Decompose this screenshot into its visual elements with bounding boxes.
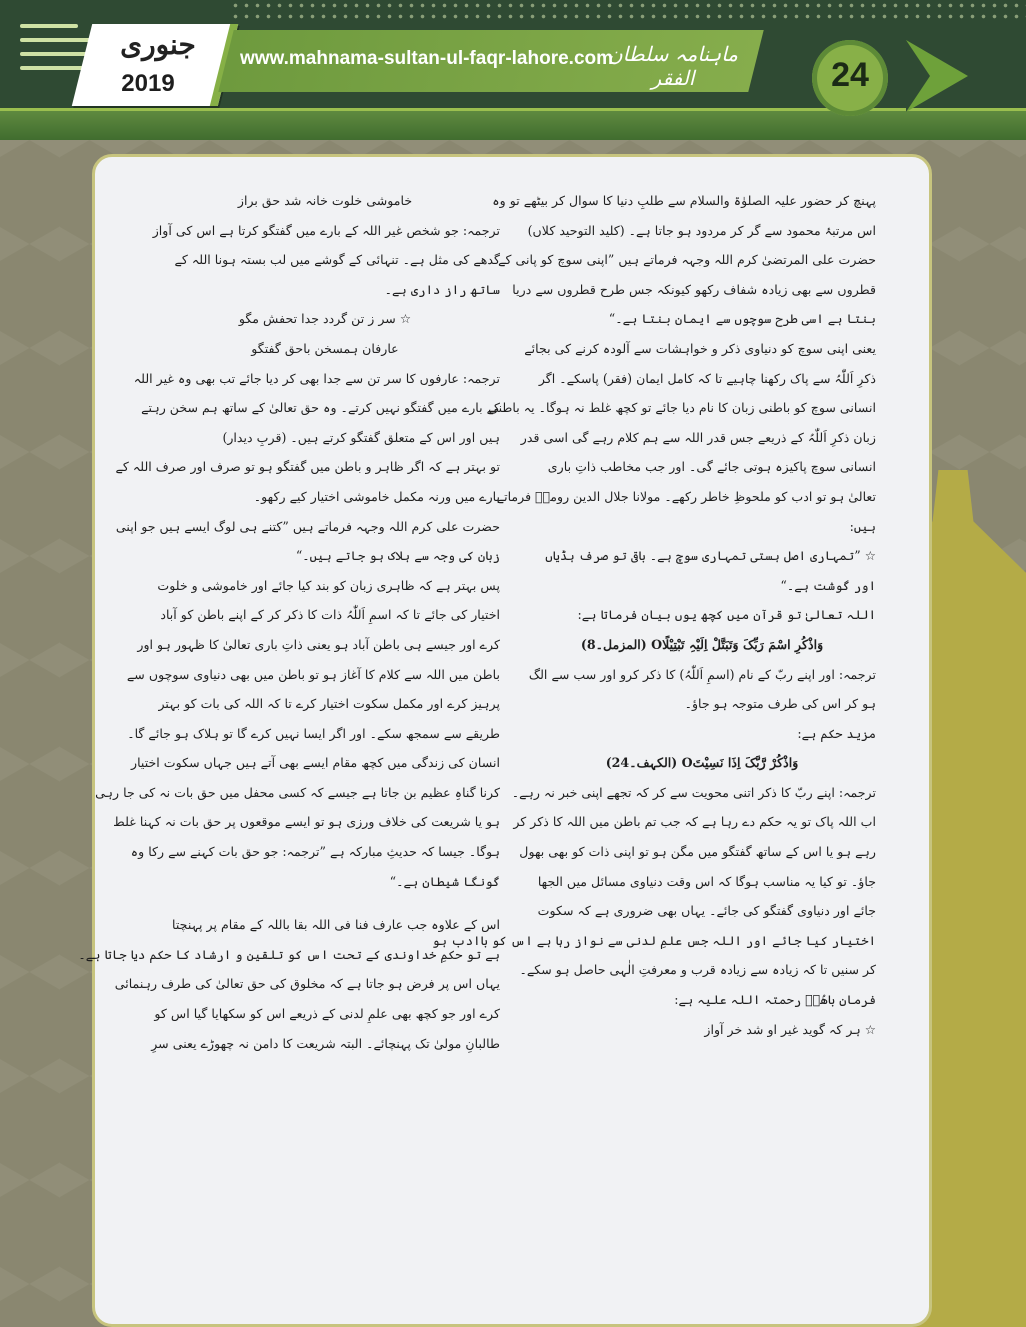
magazine-logo: ماہنامہ سلطان الفقر: [607, 42, 738, 90]
website-url[interactable]: www.mahnama-sultan-ul-faqr-lahore.com: [240, 48, 614, 69]
text-line: حضرت علی کرم اللہ وجہہ فرماتے ہیں ”کتنے ہی لوگ ایسے ہیں جو اپنی: [115, 518, 500, 534]
text-line: یہاں اس پر فرض ہو جاتا ہے کہ مخلوق کی حق تعالیٰ کی طرف رہنمائی: [114, 976, 500, 992]
header-band: [0, 108, 1026, 143]
text-line: اللہ تعالیٰ تو قرآن میں کچھ یوں بیان فرماتا ہے:: [577, 607, 876, 623]
text-line: انسانی سوچ کو باطنی زبان کا نام دیا جائے تو کچھ غلط نہ ہوگا۔ یہ باطنی: [488, 400, 876, 416]
text-line: گدھے کی مثل ہے۔ تنہائی کے گوشے میں لب بستہ ہونا اللہ کے: [174, 252, 500, 268]
text-line: اختیار کیا جائے اور اللہ جس علمِ لدنی سے نواز رہا ہے اس کو باادب ہو: [432, 932, 876, 948]
text-line: جاؤ۔ تو کیا یہ مناسب ہوگا کہ اس وقت دنیاوی مسائل میں الجھا: [537, 873, 876, 889]
text-line: انسان کی زندگی میں کچھ مقام ایسے بھی آتے ہیں جہاں سکوت اختیار: [130, 755, 500, 771]
text-line: ترجمہ: اپنے ربّ کا ذکر اتنی محویت سے کر کہ تجھے اپنی خبر نہ رہے۔: [511, 784, 876, 800]
text-line: پرہیز کرے اور مکمل سکوت اختیار کرے تا کہ اللہ کی بات کو بہتر: [158, 696, 500, 712]
text-line: انسانی سوچ پاکیزہ ہوتی جائے گی۔ اور جب مخاطب ذاتِ باری: [547, 459, 876, 475]
poetry-line: ☆ ہر کہ گوید غیر او شد خر آواز: [704, 1021, 876, 1037]
text-line: کر سنیں تا کہ زیادہ سے زیادہ قرب و معرفتِ الٰہی حاصل ہو سکے۔: [519, 962, 876, 978]
text-line: ہوگا۔ جیسا کہ حدیثِ مبارکہ ہے ”ترجمہ: جو حق بات کہنے سے رکا وہ: [130, 844, 500, 860]
header-dot-pattern: [230, 0, 1026, 22]
text-line: پس بہتر ہے کہ ظاہری زبان کو بند کیا جائے اور خاموشی و خلوت: [157, 577, 500, 593]
text-line: بارے میں ورنہ مکمل خاموشی اختیار کیے رکھو۔: [253, 488, 500, 504]
left-column: [78, 186, 500, 1058]
poetry-line: خاموشی خلوت خانہ شد حق براز: [237, 193, 413, 208]
text-line: زبان کی وجہ سے ہلاک ہو جاتے ہیں۔“: [295, 548, 500, 564]
page-header: [0, 0, 1026, 140]
text-line: ذکرِ اَللّٰہُ سے پاک رکھنا چاہیے تا کہ کامل ایمان (فقر) پاسکے۔ اگر: [538, 370, 876, 386]
text-line: ہو کر اس کی طرف متوجہ ہو جاؤ۔: [684, 696, 876, 712]
text-line: رہے ہو یا اس کے ساتھ گفتگو میں مگن ہو تو اپنی ذات کو بھی بھول: [519, 844, 876, 860]
text-line: گونگا شیطان ہے۔“: [389, 873, 500, 889]
quran-verse: وَاذْکُرِ اسْمَ رَبِّکَ وَتَبَتَّلْ اِلَیْہِ تَبْتِیْلًاO (المزمل۔8): [580, 636, 824, 652]
quote-line: اور گوشت ہے۔“: [780, 577, 876, 593]
text-line: فرمانِ باھُوؒ رحمتہ اللہ علیہ ہے:: [674, 992, 876, 1008]
text-line: اس مرتبۂ محمود سے گر کر مردود ہو جاتا ہے۔ (کلید التوحید کلاں): [527, 222, 876, 238]
text-line: طالبانِ مولیٰ تک پہنچائے۔ البتہ شریعت کا دامن نہ چھوڑے یعنی سرِ: [151, 1035, 500, 1051]
text-line: کرے اور جیسے ہی باطن آباد ہو یعنی ذاتِ باری تعالیٰ کا ظہور ہو اور: [137, 636, 500, 652]
text-line: ترجمہ: عارفوں کا سر تن سے جدا بھی کر دیا جائے تب بھی وہ غیر اللہ: [133, 370, 500, 386]
text-line: کرے اور جو کچھ بھی علمِ لدنی کے ذریعے اس کو سکھایا گیا اس کو: [154, 1006, 500, 1022]
text-line: تو بہتر ہے کہ اگر ظاہر و باطن میں گفتگو ہو تو صرف اور صرف اللہ کے: [115, 459, 500, 475]
poetry-line: ☆ سر ز تن گردد جدا تحفش مگو: [238, 311, 412, 327]
text-line: قطروں سے بھی زیادہ شفاف رکھو کیونکہ جس طرح قطروں سے دریا: [512, 281, 876, 297]
text-line: کے بارے میں گفتگو نہیں کرتے۔ وہ حق تعالیٰ کے ساتھ ہم سخن رہتے: [141, 400, 500, 416]
text-line: اختیار کی جائے تا کہ اسمِ اَللّٰہُ ذات کا ذکر کر کے اپنے باطن کو آباد: [160, 607, 500, 623]
poetry-line: عارفان ہمسخن باحق گفتگو: [251, 340, 399, 356]
chevron-cut-decoration: [906, 40, 930, 112]
issue-month: جنوری: [120, 28, 196, 61]
text-line: پہنچ کر حضور علیہ الصلوٰۃ والسلام سے طلبِ دنیا کا سوال کر بیٹھے تو وہ: [492, 193, 876, 208]
text-line: بنتا ہے اسی طرح سوچوں سے ایمان بنتا ہے۔“: [608, 311, 876, 327]
text-line: حضرت علی المرتضیٰ کرم اللہ وجہہ فرماتے ہیں ”اپنی سوچ کو پانی کے: [498, 252, 876, 268]
text-line: ترجمہ: اور اپنے ربّ کے نام (اسمِ اَللّٰہُ) کا ذکر کرو اور سب سے الگ: [528, 666, 876, 682]
quote-line: ☆ ”تمہاری اصل ہستی تمہاری سوچ ہے۔ باقی تو صرف ہڈیاں: [545, 548, 876, 564]
text-line: یعنی اپنی سوچ کو دنیاوی ذکر و خواہشات سے آلودہ کرنے کی بجائے: [524, 340, 876, 356]
text-line: طریقے سے سمجھ سکے۔ اور اگر ایسا نہیں کرے گا تو ہلاک ہو جائے گا۔: [127, 725, 500, 741]
issue-year: 2019: [121, 70, 175, 97]
text-line: ہو یا شریعت کی خلاف ورزی ہو تو ایسے موقعوں پر حق بات نہ کہنا غلط: [113, 814, 500, 830]
text-line: ہیں اور اس کے متعلق گفتگو کرتے ہیں۔ (قربِ دیدار): [222, 429, 500, 445]
text-line: باطن میں اللہ سے کلام کا آغاز ہو تو باطن میں بھی دنیاوی سوچوں سے: [126, 666, 500, 682]
text-line: اب اللہ پاک تو یہ حکم دے رہا ہے کہ جب تم باطن میں اللہ کا ذکر کر: [513, 814, 876, 830]
text-line: مزید حکم ہے:: [797, 725, 876, 741]
quran-verse: وَاذْکُرْ رَّبَّکَ اِذَا نَسِیْتَO (الکہف۔24): [605, 755, 799, 771]
text-line: تعالیٰ ہو تو ادب کو ملحوظِ خاطر رکھے۔ مولانا جلال الدین رومیؒ فرماتے: [496, 488, 876, 504]
text-line: ہیں:: [849, 518, 876, 534]
page-number: 24: [831, 56, 869, 94]
text-line: ساتھ راز داری ہے۔: [384, 281, 500, 297]
text-line: اس کے علاوہ جب عارف فنا فی اللہ بقا باللہ کے مقام پر پہنچتا: [172, 917, 500, 933]
text-line: زبان ذکرِ اَللّٰہُ کے ذریعے جس قدر اللہ سے ہم کلام رہے گی اسی قدر: [520, 429, 876, 445]
text-line: کرنا گناہِ عظیم بن جاتا ہے جیسے کہ کسی محفل میں حق بات نہ کی جا رہی: [95, 784, 500, 800]
text-line: ترجمہ: جو شخص غیر اللہ کے بارے میں گفتگو کرتا ہے اس کی آواز: [152, 222, 500, 238]
text-line: ہے تو حکمِ خداوندی کے تحت اس کو تلقین و ارشاد کا حکم دیا جاتا ہے۔: [78, 946, 500, 962]
text-line: جائے اور دنیاوی گفتگو کی جائے۔ یہاں بھی ضروری ہے کہ سکوت: [537, 903, 876, 919]
